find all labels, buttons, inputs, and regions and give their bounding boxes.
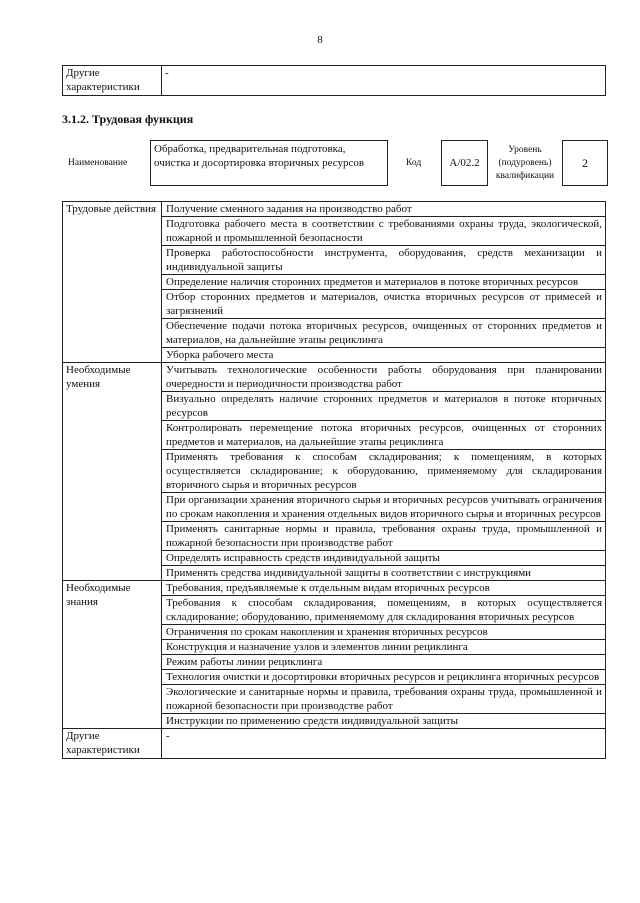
group-label: Другие характеристики xyxy=(63,729,162,759)
group-item: Уборка рабочего места xyxy=(162,348,606,363)
group-item: Конструкция и назначение узлов и элементов линии рециклинга xyxy=(162,640,606,655)
other-characteristics-value: - xyxy=(162,66,606,96)
group-item: Технология очистки и досортировки вторичных ресурсов и рециклинга вторичных ресурсов xyxy=(162,670,606,685)
other-characteristics-table-top xyxy=(62,65,606,96)
group-item: При организации хранения вторичного сырья и вторичных ресурсов учитывать ограничения по срокам накопления и хранения отдельных видов вторичного сырья и вторичных ресурсов xyxy=(162,493,606,522)
group-label: Трудовые действия xyxy=(63,202,162,363)
code-value: A/02.2 xyxy=(449,157,480,169)
function-name: Обработка, предварительная подготовка, очистка и досортировка вторичных ресурсов xyxy=(154,143,365,169)
group-item: Применять санитарные нормы и правила, требования охраны труда, промышленной и пожарной безопасности при производстве работ xyxy=(162,522,606,551)
group-item: Контролировать перемещение потока вторичных ресурсов, очищенных от сторонних предметов и материалов, на дальнейшие этапы рециклинга xyxy=(162,421,606,450)
group-item: Визуально определять наличие сторонних предметов и материалов в потоке вторичных ресурсов xyxy=(162,392,606,421)
group-label: Необходимые знания xyxy=(63,581,162,729)
section-title: 3.1.2. Трудовая функция xyxy=(62,112,194,126)
other-characteristics-label: Другие характеристики xyxy=(63,66,162,96)
table-row xyxy=(63,729,606,759)
group-item: Требования к способам складирования, помещениям, в которых осуществляется складирование; оборудованию, применяемому для складирования вторичных ресурсов xyxy=(162,596,606,625)
group-item: Инструкции по применению средств индивидуальной защиты xyxy=(162,714,606,729)
group-item: Получение сменного задания на производство работ xyxy=(162,202,606,217)
function-name-box xyxy=(150,140,388,186)
group-item: Отбор сторонних предметов и материалов, очистка вторичных ресурсов от примесей и загрязнений xyxy=(162,290,606,319)
group-item: Учитывать технологические особенности работы оборудования при планировании очередности и периодичности производства работ xyxy=(162,363,606,392)
group-item: Режим работы линии рециклинга xyxy=(162,655,606,670)
group-item: Подготовка рабочего места в соответствии с требованиями охраны труда, экологической, пожарной и промышленной безопасности xyxy=(162,217,606,246)
group-item: Требования, предъявляемые к отдельным видам вторичных ресурсов xyxy=(162,581,606,596)
group-label: Необходимые умения xyxy=(63,363,162,581)
code-box xyxy=(441,140,488,186)
level-value: 2 xyxy=(582,156,588,170)
level-box xyxy=(562,140,608,186)
group-item: Применять средства индивидуальной защиты в соответствии с инструкциями xyxy=(162,566,606,581)
page-number: 8 xyxy=(317,34,323,46)
level-label-line-3: квалификации xyxy=(495,171,555,181)
group-item: Определение наличия сторонних предметов и материалов в потоке вторичных ресурсов xyxy=(162,275,606,290)
group-item: Обеспечение подачи потока вторичных ресурсов, очищенных от сторонних предметов и материалов, на дальнейшие этапы рециклинга xyxy=(162,319,606,348)
group-item: Ограничения по срокам накопления и хранения вторичных ресурсов xyxy=(162,625,606,640)
table-row xyxy=(63,363,606,392)
group-item: Проверка работоспособности инструмента, оборудования, средств механизации и индивидуальной защиты xyxy=(162,246,606,275)
group-item: Определять исправность средств индивидуальной защиты xyxy=(162,551,606,566)
group-item: Применять требования к способам складирования; к помещениям, в которых осуществляется складирование; к оборудованию, применяемому для складирования вторичного сырья и вторичных ресурсов xyxy=(162,450,606,493)
code-label: Код xyxy=(406,158,422,168)
level-label xyxy=(491,144,559,183)
labor-function-table xyxy=(62,201,606,759)
table-row xyxy=(63,581,606,596)
level-label-line-1: Уровень xyxy=(508,145,542,155)
group-item: - xyxy=(162,729,606,759)
name-label: Наименование xyxy=(68,158,128,168)
level-label-line-2: (подуровень) xyxy=(498,158,552,168)
group-item: Экологические и санитарные нормы и правила, требования охраны труда, промышленной и пожарной безопасности при производстве работ xyxy=(162,685,606,714)
table-row xyxy=(63,202,606,217)
